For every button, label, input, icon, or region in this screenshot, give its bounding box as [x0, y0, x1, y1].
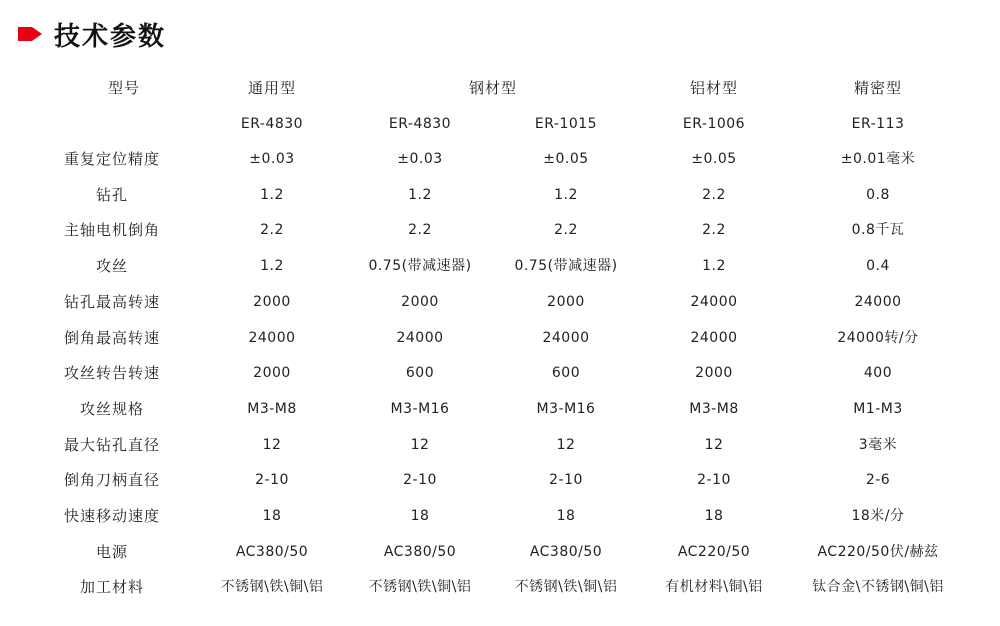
model-number: ER-1015	[534, 116, 598, 132]
row-label: 快速移动速度	[63, 507, 161, 525]
table-cell: 0.8千瓦	[851, 222, 905, 239]
model-number: ER-1006	[682, 116, 746, 132]
table-cell: 18米/分	[851, 508, 905, 524]
table-cell: 2-10	[403, 472, 437, 489]
table-cell: 0.8	[866, 186, 890, 203]
table-cell: 2.2	[554, 222, 578, 239]
table-cell: 1.2	[408, 186, 432, 203]
header-type: 铝材型	[689, 79, 739, 97]
table-cell: 2-10	[697, 472, 731, 489]
table-cell: ±0.03	[249, 151, 295, 167]
table-cell: AC380/50	[235, 543, 309, 560]
row-label: 攻丝规格	[79, 399, 145, 418]
row-label: 攻丝	[95, 257, 129, 276]
table-cell: M3-M8	[689, 400, 739, 417]
table-cell: 1.2	[702, 258, 726, 275]
table-cell: M3-M8	[247, 400, 297, 417]
table-cell: AC380/50	[383, 543, 457, 560]
header-model-label: 型号	[107, 79, 141, 97]
table-cell: 24000	[690, 293, 738, 310]
table-cell: 1.2	[260, 258, 284, 275]
table-cell: ±0.01毫米	[840, 151, 916, 167]
row-label: 加工材料	[79, 578, 145, 597]
table-cell: 24000	[396, 329, 444, 346]
table-cell: ±0.05	[543, 151, 589, 167]
table-cell: 2.2	[702, 186, 726, 203]
table-cell: 24000转/分	[837, 329, 919, 346]
table-cell: 24000	[542, 329, 590, 346]
table-cell: ±0.03	[397, 151, 443, 167]
table-cell: 0.75(带减速器)	[368, 258, 472, 275]
table-cell: 2000	[547, 293, 585, 310]
table-cell: 3毫米	[858, 436, 898, 453]
table-cell: 0.4	[866, 258, 890, 275]
table-cell: 24000	[854, 293, 902, 310]
table-cell: ±0.05	[691, 151, 737, 167]
table-cell: 18	[556, 508, 576, 524]
table-cell: 12	[556, 436, 576, 453]
row-label: 倒角最高转速	[63, 328, 161, 347]
table-cell: M1-M3	[853, 400, 903, 417]
table-cell: 2000	[695, 365, 733, 382]
table-cell: 2000	[401, 293, 439, 310]
table-cell: 12	[704, 436, 724, 453]
header-type: 钢材型	[468, 79, 518, 97]
page-title: 技术参数	[54, 21, 167, 52]
row-label: 攻丝转告转速	[63, 364, 161, 383]
table-cell: AC380/50	[529, 543, 603, 560]
row-label: 钻孔最高转速	[63, 292, 161, 311]
table-cell: M3-M16	[536, 400, 596, 417]
table-cell: 2-10	[549, 472, 583, 489]
row-label: 倒角刀柄直径	[63, 471, 161, 490]
table-cell: 2000	[253, 365, 291, 382]
table-cell: 不锈钢\铁\铜\铝	[220, 579, 324, 596]
table-cell: 400	[863, 365, 893, 382]
table-cell: 18	[704, 508, 724, 524]
row-label: 最大钻孔直径	[63, 435, 161, 454]
table-cell: 18	[262, 508, 282, 524]
table-cell: 0.75(带减速器)	[514, 258, 618, 275]
table-cell: M3-M16	[390, 400, 450, 417]
table-cell: 2-6	[865, 472, 891, 489]
table-cell: 24000	[690, 329, 738, 346]
table-cell: 不锈钢\铁\铜\铝	[514, 579, 618, 596]
row-label: 主轴电机倒角	[63, 221, 161, 240]
table-cell: 1.2	[554, 186, 578, 203]
table-cell: 不锈钢\铁\铜\铝	[368, 579, 472, 596]
model-number: ER-113	[851, 116, 905, 132]
table-cell: 1.2	[260, 186, 284, 203]
table-cell: 12	[410, 436, 430, 453]
table-cell: AC220/50	[677, 543, 751, 560]
table-cell: AC220/50伏/赫兹	[817, 543, 939, 560]
table-cell: 2.2	[260, 222, 284, 239]
table-cell: 2000	[253, 293, 291, 310]
model-number: ER-4830	[240, 116, 304, 132]
model-number: ER-4830	[388, 116, 452, 132]
table-cell: 2-10	[255, 472, 289, 489]
table-cell: 24000	[248, 329, 296, 346]
row-label: 钻孔	[95, 185, 129, 204]
table-cell: 钛合金\不锈钢\铜\铝	[812, 579, 944, 596]
table-cell: 2.2	[702, 222, 726, 239]
table-cell: 有机材料\铜\铝	[665, 579, 763, 596]
row-label: 电源	[95, 542, 129, 561]
table-cell: 12	[262, 436, 282, 453]
table-cell: 18	[410, 508, 430, 524]
header-type: 通用型	[247, 79, 297, 97]
row-label: 重复定位精度	[63, 150, 161, 168]
header-type: 精密型	[853, 79, 903, 97]
table-cell: 2.2	[408, 222, 432, 239]
table-cell: 600	[551, 365, 581, 382]
table-cell: 600	[405, 365, 435, 382]
